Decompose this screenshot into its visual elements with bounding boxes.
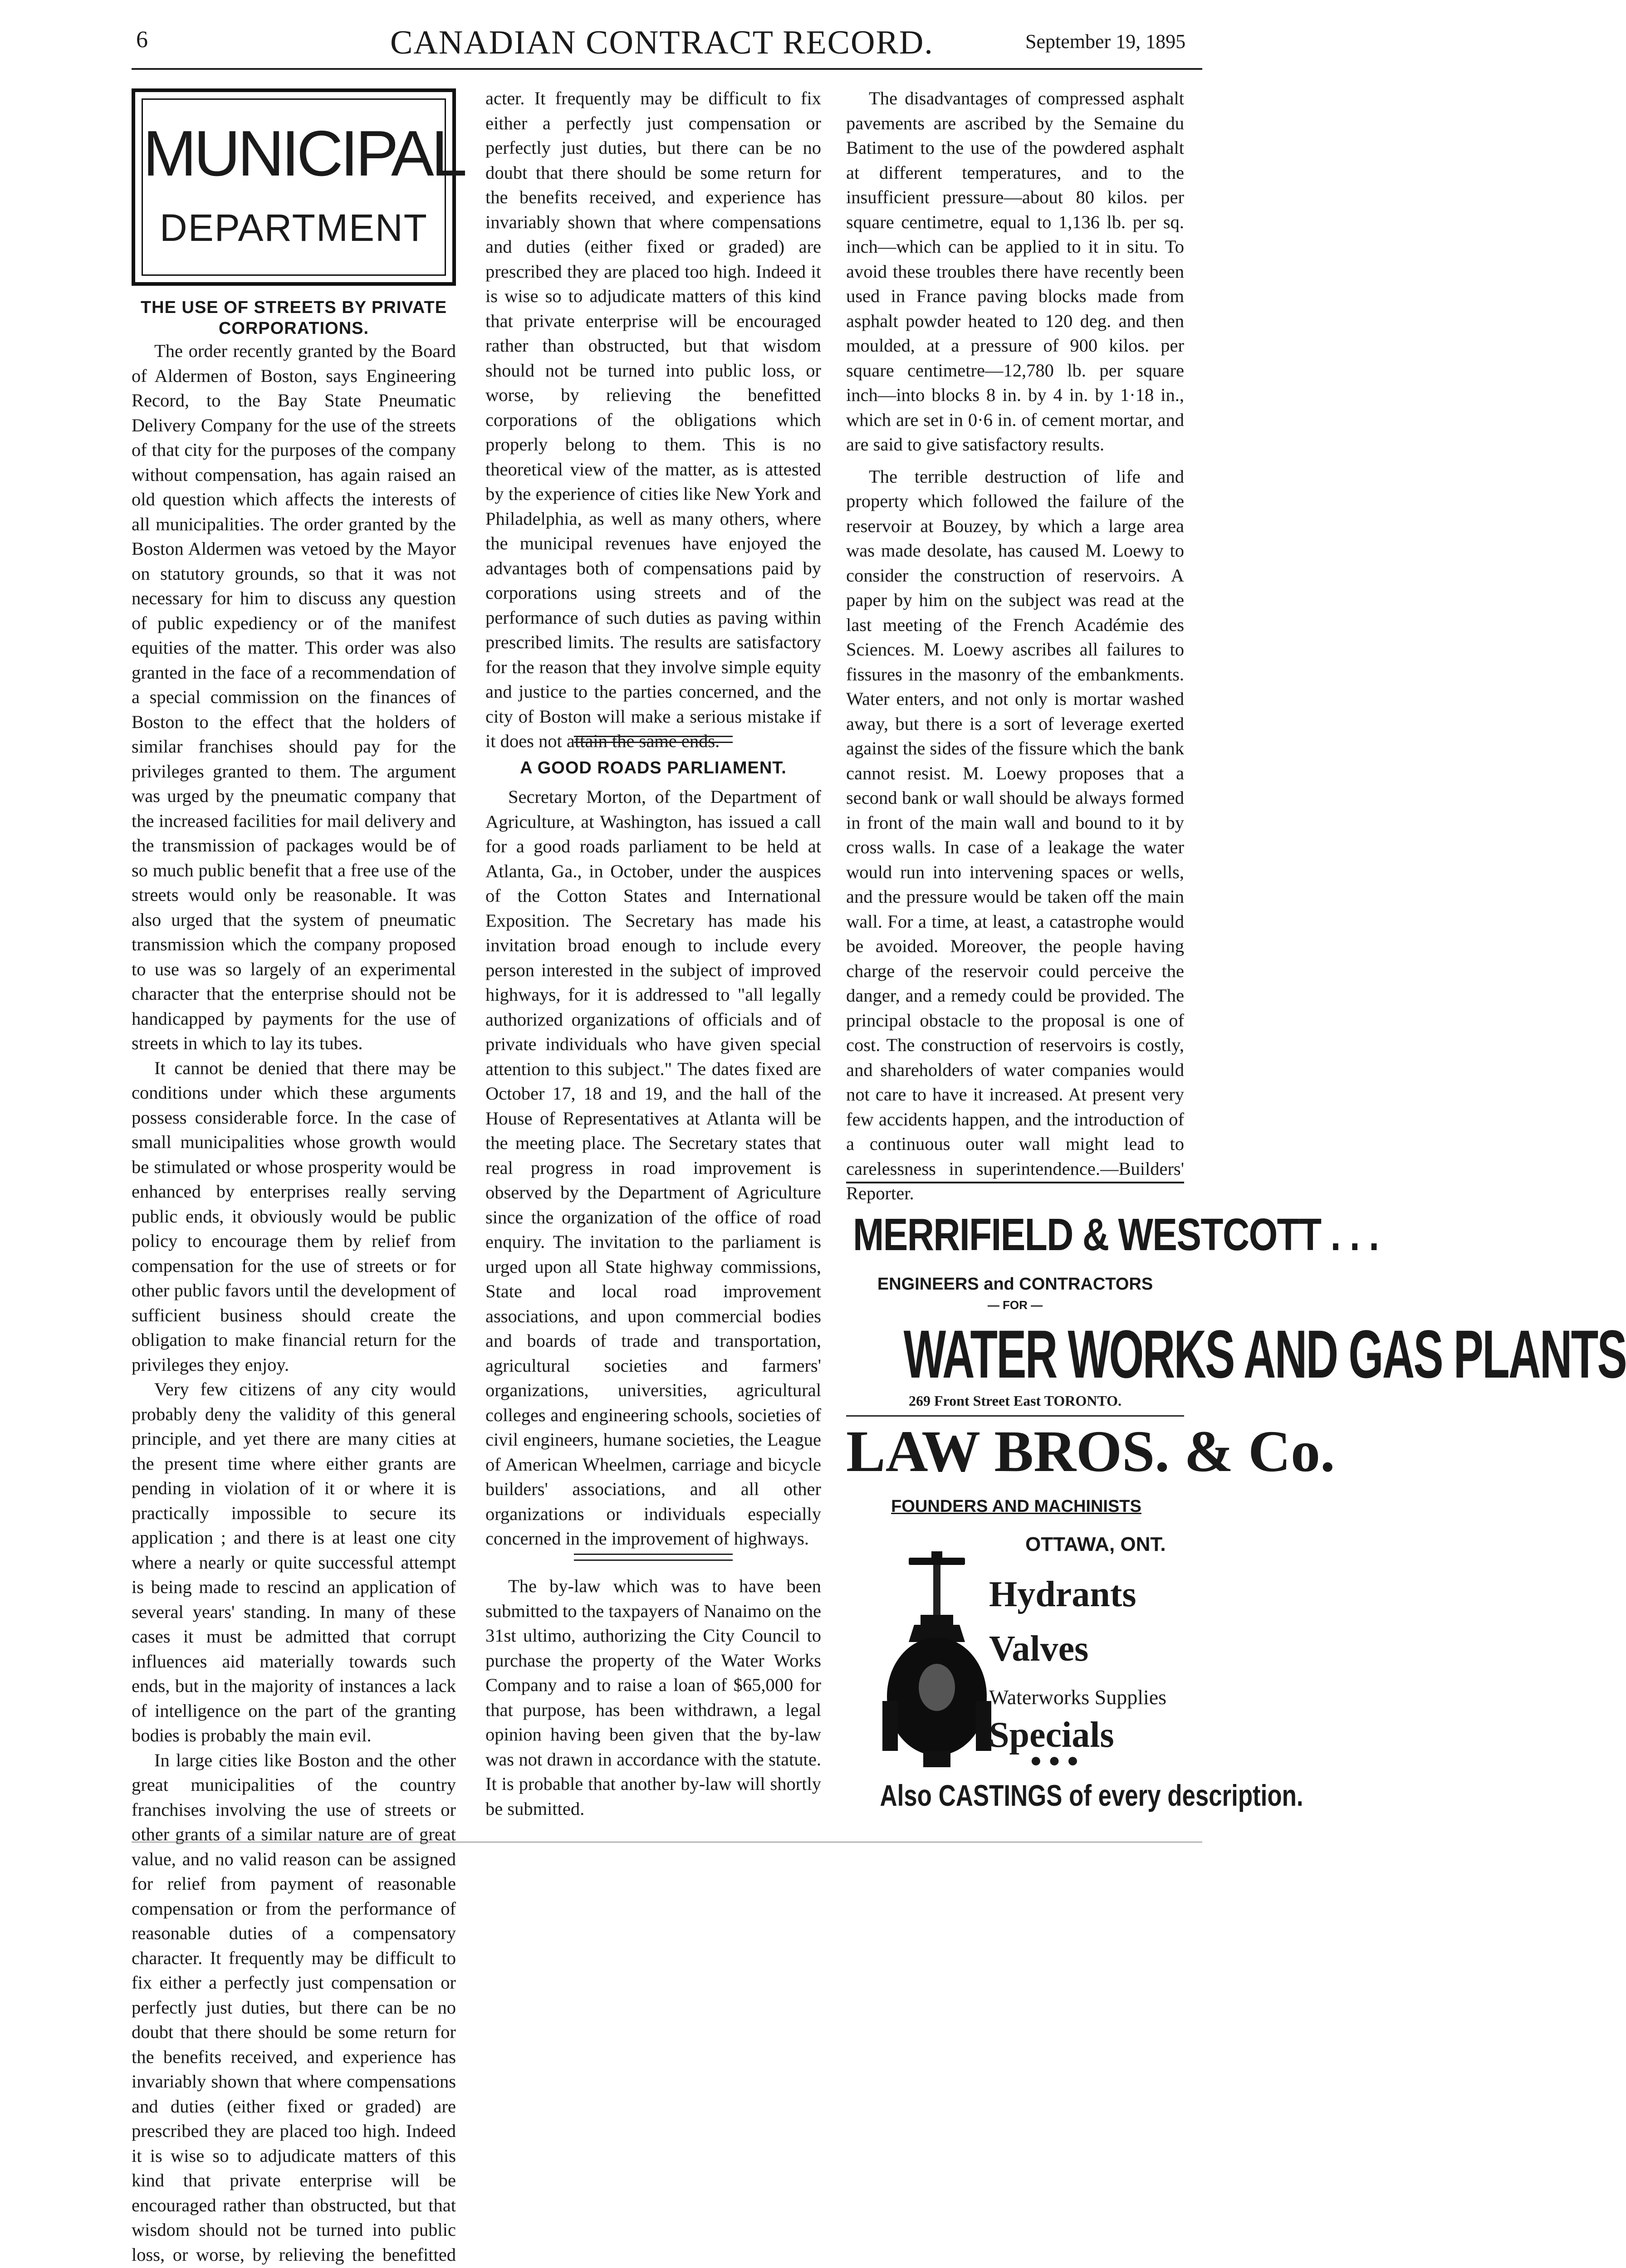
article-2-headline: A GOOD ROADS PARLIAMENT.: [520, 758, 787, 777]
advertiser-specialty: WATER WORKS AND GAS PLANTS: [903, 1316, 1626, 1392]
article-1-continuation: acter. It frequently may be difficult to fix either a perfectly just compensation or perfectly just duties, but there can be no doubt that there should be some return for the benefits received, and experience has invariably shown that where compensations and duties (either fixed or graded) are prescribed they are placed too high. Indeed it is wise so to adjudicate matters of this kind that private enterprise will be encouraged rather than obstructed, but that wisdom should not be turned into public loss, or worse, by relieving the benefitted corporations of the obligations which properly belong to them. This is no theoretical view of the matter, as is attested by the experience of cities like New York and Philadelphia, as well as many others, where the municipal revenues have enjoyed the advantages both of compensations paid by corporations using streets and of the performance of such duties as paving within prescribed limits. The results are satisfactory for the reason that they involve simple equity and justice to the parties concerned, and the city of Boston will make a serious mistake if it does not attain the same ends.: [485, 88, 821, 751]
article-1-paragraph: The order recently granted by the Board of Aldermen of Boston, says Engineering Record, to the Bay State Pneumatic Delivery Company for the use of the streets of that city for the purposes of the company without compensation, has again raised an old question which affects the interests of all municipalities. The order granted by the Boston Aldermen was vetoed by the Mayor on statutory grounds, so that it was not necessary for him to discuss any question of public expediency or of the manifest equities of the matter. This order was also granted in the face of a recommendation of a special commission on the finances of Boston to the effect that the holders of similar franchises should pay for the privileges granted to them. The argument was urged by the pneumatic company that the increased facilities for mail delivery and the transmission of packages would be of so much public benefit that a free use of the streets would only be reasonable. It was also urged that the system of pneumatic transmission which the company proposed to use was so largely of an experimental character that the enterprise should not be handicapped by payments for the use of streets in which to lay its tubes.: [132, 341, 456, 1053]
company-name: LAW BROS. & Co.: [846, 1419, 1335, 1484]
advertiser-for: — FOR —: [987, 1298, 1043, 1312]
company-city: OTTAWA, ONT.: [1025, 1533, 1166, 1555]
castings-note: Also CASTINGS of every description.: [880, 1779, 1303, 1812]
ad-top-rule: [846, 1182, 1184, 1183]
masthead-title: CANADIAN CONTRACT RECORD.: [390, 24, 934, 61]
article-2-paragraph: Secretary Morton, of the Department of Agriculture, at Washington, has issued a call for a good roads parliament to be held at Atlanta, Ga., in October, under the auspices of the Cotton States and International Exposition. The Secretary has made his invitation broad enough to include every person interested in the subject of improved highways, for it is addressed to "all legally authorized organizations of officials and of private individuals who have given special attention to this subject." The dates fixed are October 17, 18 and 19, and the hall of the House of Representatives at Atlanta will be the meeting place. The Secretary states that real progress in road improvement is observed by the Department of Agriculture since the organization of the office of road enquiry. The invitation to the parliament is urged upon all State highway commissions, State and local road improvement associations, and upon commercial bodies and boards of trade and transportation, agricultural societies and farmers' organizations, universities, agricultural colleges and engineering schools, societies of civil engineers, humane societies, the League of American Wheelmen, carriage and bicycle builders' associations, and all other organizations or individuals especially concerned in the improvement of highways.: [485, 787, 821, 1549]
column-2-nanaimo: [485, 1574, 821, 1821]
section-divider: [574, 1554, 733, 1561]
page-bottom-rule: [132, 1842, 1202, 1843]
department-subtitle: DEPARTMENT: [160, 206, 428, 249]
department-banner: [132, 88, 465, 286]
product-valves: Valves: [989, 1629, 1089, 1669]
decorative-dots: ●●●: [1030, 1749, 1085, 1771]
article-1-paragraph: Very few citizens of any city would probably deny the validity of this general principle, and yet there are many cities at the present time where either grants are pending in violation of it or where it is practically impossible to secure its application ; and there is at least one city where a nearly or quite successful attempt is being made to rescind an application of several years' standing. In many of these cases it must be admitted that corrupt influences aid materially towards such ends, but in the majority of instances a lack of intelligence on the part of the granting bodies is probably the main evil.: [132, 1379, 456, 1745]
product-waterworks: Waterworks Supplies: [989, 1686, 1167, 1709]
column-2-roads: [485, 758, 821, 1551]
article-4-paragraph: The disadvantages of compressed asphalt pavements are ascribed by the Semaine du Batiment to the use of the powdered asphalt at different temperatures, and to the insufficient pressure—about 80 kilos. per square centimetre, equal to 1,136 lb. per sq. inch—which can be applied to it in situ. To avoid these troubles there have recently been used in France paving blocks made from asphalt powder heated to 120 deg. and then moulded, at a pressure of 900 kilos. per square centimetre—12,780 lb. per square inch—into blocks 8 in. by 4 in. by 1·18 in., which are set in 0·6 in. of cement mortar, and are said to give satisfactory results.: [846, 88, 1184, 455]
gate-valve-icon: [882, 1551, 991, 1769]
page-number: 6: [136, 27, 148, 53]
section-divider: [574, 736, 733, 743]
article-5-paragraph: The terrible destruction of life and property which followed the failure of the reservoir at Bouzey, by which a large area was made desolate, has caused M. Loewy to consider the construction of reservoirs. A paper by him on the subject was read at the last meeting of the French Académie des Sciences. M. Loewy ascribes all failures to fissures in the masonry of the embankments. Water enters, and not only is mortar washed away, but there is a sort of leverage exerted against the sides of the fissure which the bank cannot resist. M. Loewy proposes that a second bank or wall should be always formed in front of the main wall and bound to it by cross walls. In case of a leakage the water would run into intervening spaces or wells, and the pressure would be taken off the main wall. For a time, at least, a catastrophe would be avoided. Moreover, the people having charge of the reservoir could perceive the danger, and a remedy could be provided. The principal obstacle to the proposal is one of cost. The construction of reservoirs is costly, and shareholders of water companies would not care to have it increased. At present very few accidents happen, and the introduction of a continuous outer wall might lead to carelessness in superintendence.—Builders' Reporter.: [846, 466, 1184, 1203]
article-1-paragraph: It cannot be denied that there may be conditions under which these arguments possess considerable force. In the case of small municipalities whose growth would be stimulated or whose prosperity would be enhanced by enterprises really serving public ends, it obviously would be public policy to encourage them by relief from compensation for the use of streets or for other public favors until the development of sufficient business should create the obligation to make financial return for the privileges they enjoy.: [132, 1057, 456, 1375]
column-3: [846, 86, 1184, 1206]
department-title: MUNICIPAL: [143, 117, 465, 190]
column-1: [132, 297, 456, 2265]
column-2-continuation: [485, 86, 821, 751]
advertiser-name: MERRIFIELD & WESTCOTT . . .: [853, 1209, 1379, 1260]
article-1-paragraph: In large cities like Boston and the other great municipalities of the country franchises involving the use of streets or other grants of a similar nature are of great value, and no valid reason can be assigned for relief from payment of reasonable compensation or from the performance of reasonable duties of a compensatory character. It frequently may be difficult to fix either a perfectly just compensation or perfectly just duties, but there can be no doubt that there should be some return for the benefits received, and experience has invariably shown that where compensations and duties (either fixed or graded) are prescribed they are placed too high. Indeed it is wise so to adjudicate matters of this kind that private enterprise will be encouraged rather than obstructed, but that wisdom should not be turned into public loss, or worse, by relieving the benefitted: [132, 1750, 456, 2265]
advertiser-role: ENGINEERS and CONTRACTORS: [877, 1275, 1153, 1294]
product-hydrants: Hydrants: [989, 1574, 1136, 1614]
article-1-headline: THE USE OF STREETS BY PRIVATE CORPORATIONS.: [140, 298, 447, 338]
advertiser-address: 269 Front Street East TORONTO.: [908, 1393, 1122, 1409]
article-3-paragraph: The by-law which was to have been submitted to the taxpayers of Nanaimo on the 31st ultimo, authorizing the City Council to purchase the property of the Water Works Company and to raise a loan of $65,000 for that purpose, has been withdrawn, a legal opinion having been given that the by-law was not drawn in accordance with the statute. It is probable that another by-law will shortly be submitted.: [485, 1576, 821, 1819]
company-tagline: FOUNDERS AND MACHINISTS: [891, 1497, 1141, 1516]
product-specials: Specials: [989, 1715, 1114, 1755]
issue-date: September 19, 1895: [1025, 30, 1186, 53]
ad-divider-rule: [846, 1415, 1184, 1417]
department-banner-inner-border: [142, 98, 465, 276]
header-rule: [132, 68, 1202, 70]
